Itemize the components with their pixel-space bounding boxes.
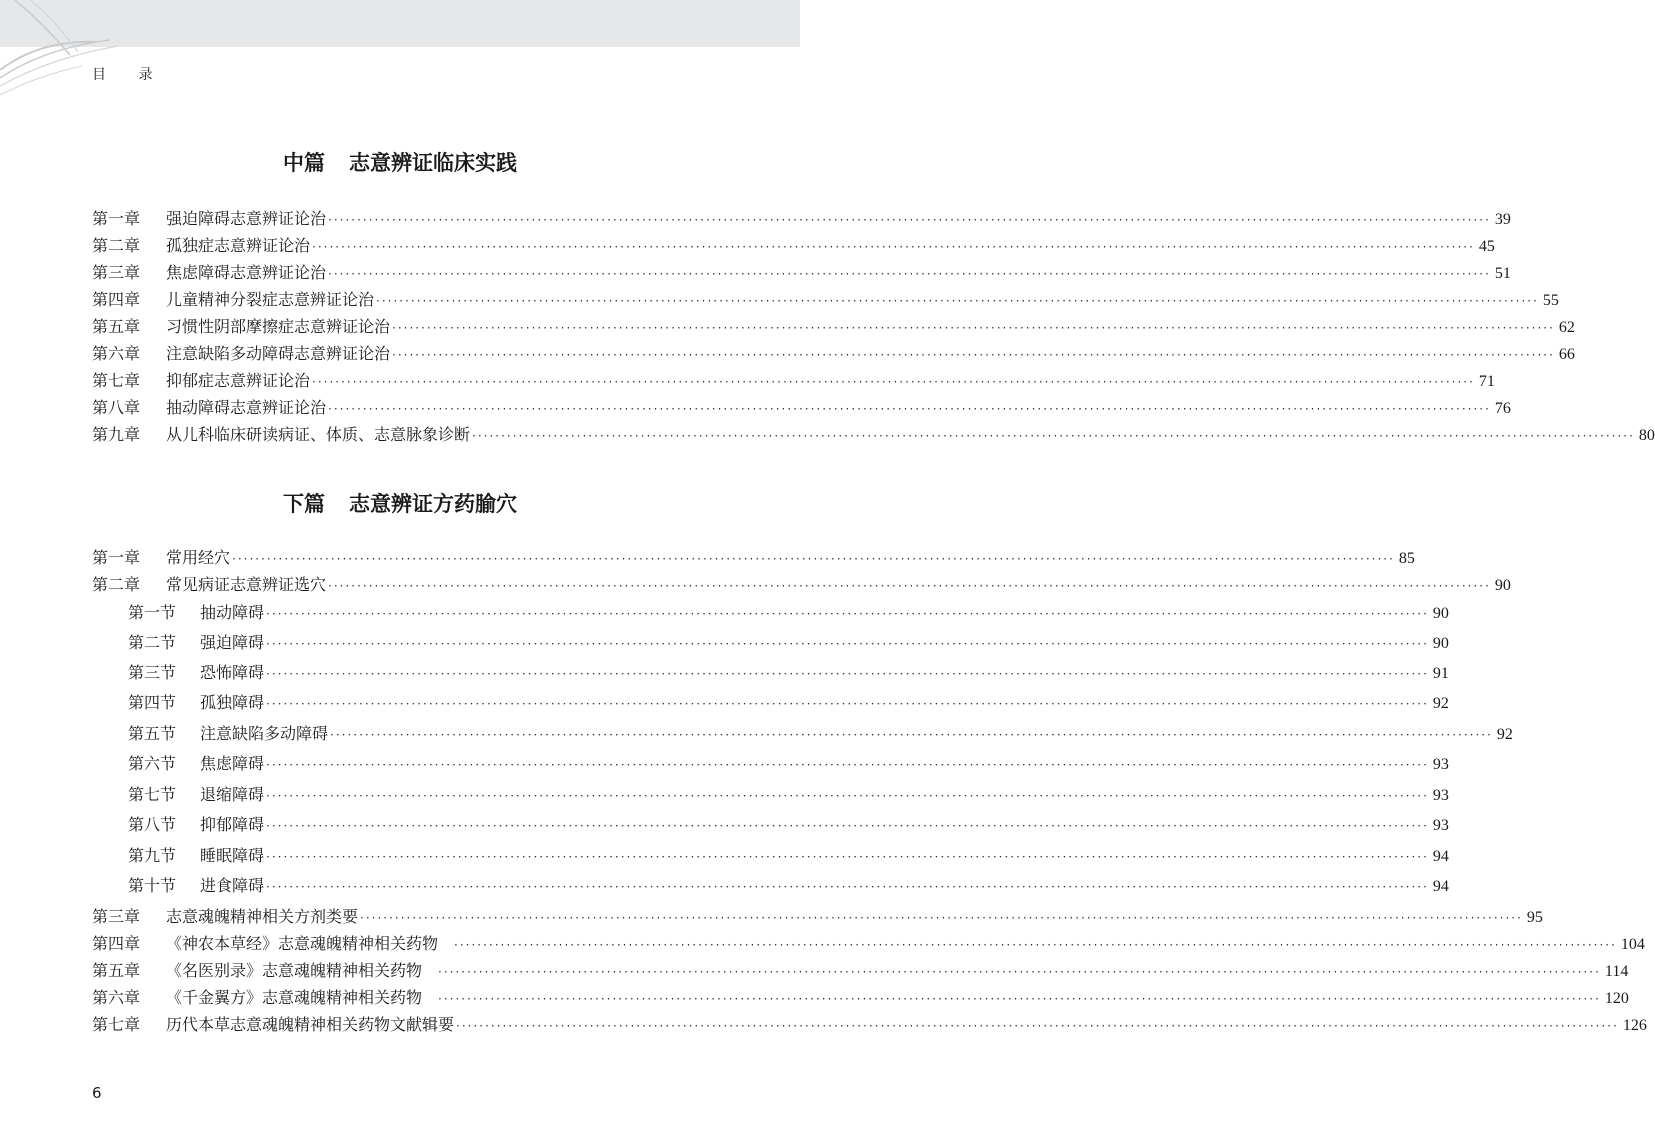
page-ref: 94 — [1432, 848, 1449, 865]
dot-leader: ········································································································································································································ — [328, 213, 1491, 227]
chapter-title: 孤独症志意辨证论治 — [166, 236, 311, 255]
page-ref: 62 — [1558, 319, 1575, 336]
page-ref: 104 — [1620, 936, 1645, 953]
page-ref: 39 — [1494, 211, 1511, 228]
page-ref: 85 — [1398, 550, 1415, 567]
dot-leader: ········································································································································································································ — [266, 850, 1429, 864]
section-number: 第九节 — [128, 846, 177, 865]
dot-leader: ········································································································································································································ — [330, 728, 1493, 742]
toc-entry[interactable] — [92, 907, 1543, 927]
page-ref: 90 — [1432, 605, 1449, 622]
dot-leader: ········································································································································································································ — [266, 607, 1429, 621]
toc-entry[interactable] — [92, 1015, 1647, 1035]
page-ref: 93 — [1432, 756, 1449, 773]
chapter-number: 第七章 — [92, 371, 141, 390]
dot-leader: ········································································································································································································ — [266, 758, 1429, 772]
toc-entry[interactable] — [92, 575, 1511, 595]
toc-entry[interactable] — [92, 961, 1629, 981]
dot-leader: ········································································································································································································ — [266, 880, 1429, 894]
page-ref: 94 — [1432, 878, 1449, 895]
page-ref: 114 — [1604, 963, 1629, 980]
page-ref: 90 — [1494, 577, 1511, 594]
chapter-number: 第九章 — [92, 425, 141, 444]
dot-leader: ········································································································································································································ — [438, 992, 1601, 1006]
chapter-number: 第一章 — [92, 209, 141, 228]
section-title: 退缩障碍 — [200, 785, 265, 804]
chapter-number: 第三章 — [92, 263, 141, 282]
page-ref: 90 — [1432, 635, 1449, 652]
chapter-title: 抑郁症志意辨证论治 — [166, 371, 311, 390]
chapter-title: 习惯性阴部摩擦症志意辨证论治 — [166, 317, 391, 336]
page-ref: 71 — [1478, 373, 1495, 390]
page-ref: 91 — [1432, 665, 1449, 682]
section-number: 第五节 — [128, 724, 177, 743]
chapter-number: 第六章 — [92, 344, 141, 363]
dot-leader: ········································································································································································································ — [328, 267, 1491, 281]
dot-leader: ········································································································································································································ — [454, 938, 1617, 952]
chapter-number: 第二章 — [92, 236, 141, 255]
chapter-title: 强迫障碍志意辨证论治 — [166, 209, 327, 228]
page-ref: 92 — [1432, 695, 1449, 712]
page-ref: 51 — [1494, 265, 1511, 282]
section-title: 强迫障碍 — [200, 633, 265, 652]
toc-entry[interactable] — [92, 988, 1629, 1008]
part-middle-title: 志意辨证临床实践 — [349, 150, 517, 175]
toc-entry[interactable] — [92, 371, 1495, 391]
toc-section-entry[interactable] — [128, 603, 1449, 623]
page-ref: 76 — [1494, 400, 1511, 417]
toc-section-entry[interactable] — [128, 663, 1449, 683]
section-number: 第三节 — [128, 663, 177, 682]
dot-leader: ········································································································································································································ — [266, 819, 1429, 833]
section-title: 焦虑障碍 — [200, 754, 265, 773]
toc-entry[interactable] — [92, 548, 1415, 568]
dot-leader: ········································································································································································································ — [328, 579, 1491, 593]
page-ref: 126 — [1622, 1017, 1647, 1034]
dot-leader: ········································································································································································································ — [312, 375, 1475, 389]
dot-leader: ········································································································································································································ — [438, 965, 1601, 979]
chapter-title: 历代本草志意魂魄精神相关药物文献辑要 — [166, 1015, 455, 1034]
chapter-title: 焦虑障碍志意辨证论治 — [166, 263, 327, 282]
section-title: 孤独障碍 — [200, 693, 265, 712]
chapter-title: 从儿科临床研读病证、体质、志意脉象诊断 — [166, 425, 471, 444]
section-label: 目 录 — [92, 67, 167, 83]
toc-entry[interactable] — [92, 425, 1655, 445]
dot-leader: ········································································································································································································ — [328, 402, 1491, 416]
page-ref: 95 — [1526, 909, 1543, 926]
section-title: 抽动障碍 — [200, 603, 265, 622]
toc-section-entry[interactable] — [128, 633, 1449, 653]
chapter-title: 志意魂魄精神相关方剂类要 — [166, 907, 359, 926]
chapter-title: 《名医别录》志意魂魄精神相关药物 — [166, 961, 423, 980]
section-title: 恐怖障碍 — [200, 663, 265, 682]
page-ref: 66 — [1558, 346, 1575, 363]
toc-entry[interactable] — [92, 290, 1559, 310]
page-ref: 80 — [1638, 427, 1655, 444]
toc-entry[interactable] — [92, 263, 1511, 283]
section-number: 第七节 — [128, 785, 177, 804]
page-ref: 92 — [1496, 726, 1513, 743]
chapter-title: 常见病证志意辨证选穴 — [166, 575, 327, 594]
page-ref: 45 — [1478, 238, 1495, 255]
section-number: 第四节 — [128, 693, 177, 712]
part-lower-title: 志意辨证方药腧穴 — [349, 491, 517, 516]
chapter-number: 第四章 — [92, 290, 141, 309]
page-ref: 120 — [1604, 990, 1629, 1007]
section-number: 第二节 — [128, 633, 177, 652]
chapter-number: 第五章 — [92, 317, 141, 336]
dot-leader: ········································································································································································································ — [456, 1019, 1619, 1033]
chapter-number: 第二章 — [92, 575, 141, 594]
section-number: 第十节 — [128, 876, 177, 895]
chapter-number: 第七章 — [92, 1015, 141, 1034]
toc-section-entry[interactable] — [128, 693, 1449, 713]
page-ref: 93 — [1432, 817, 1449, 834]
dot-leader: ········································································································································································································ — [266, 637, 1429, 651]
toc-entry[interactable] — [92, 236, 1495, 256]
dot-leader: ········································································································································································································ — [360, 911, 1523, 925]
toc-section-entry[interactable] — [128, 724, 1513, 744]
section-number: 第八节 — [128, 815, 177, 834]
toc-section-entry[interactable] — [128, 876, 1449, 896]
toc-section-entry[interactable] — [128, 785, 1449, 805]
section-number: 第六节 — [128, 754, 177, 773]
part-lower-label: 下篇 — [283, 491, 325, 516]
section-title: 注意缺陷多动障碍 — [200, 724, 329, 743]
chapter-title: 常用经穴 — [166, 548, 231, 567]
toc-entry[interactable] — [92, 317, 1575, 337]
chapter-number: 第八章 — [92, 398, 141, 417]
toc-section-entry[interactable] — [128, 815, 1449, 835]
chapter-title: 儿童精神分裂症志意辨证论治 — [166, 290, 375, 309]
section-title: 睡眠障碍 — [200, 846, 265, 865]
dot-leader: ········································································································································································································ — [266, 667, 1429, 681]
chapter-title: 抽动障碍志意辨证论治 — [166, 398, 327, 417]
section-title: 进食障碍 — [200, 876, 265, 895]
toc-section-entry[interactable] — [128, 846, 1449, 866]
toc-entry[interactable] — [92, 209, 1511, 229]
chapter-number: 第三章 — [92, 907, 141, 926]
page-ref: 93 — [1432, 787, 1449, 804]
toc-section-entry[interactable] — [128, 754, 1449, 774]
toc-entry[interactable] — [92, 398, 1511, 418]
page-ref: 55 — [1542, 292, 1559, 309]
chapter-title: 《神农本草经》志意魂魄精神相关药物 — [166, 934, 439, 953]
footer-page-number: 6 — [92, 1084, 102, 1102]
dot-leader: ········································································································································································································ — [232, 552, 1395, 566]
part-middle-label: 中篇 — [283, 150, 325, 175]
dot-leader: ········································································································································································································ — [472, 429, 1635, 443]
dot-leader: ········································································································································································································ — [392, 348, 1555, 362]
dot-leader: ········································································································································································································ — [312, 240, 1475, 254]
section-number: 第一节 — [128, 603, 177, 622]
toc-entry[interactable] — [92, 344, 1575, 364]
chapter-title: 注意缺陷多动障碍志意辨证论治 — [166, 344, 391, 363]
chapter-number: 第五章 — [92, 961, 141, 980]
dot-leader: ········································································································································································································ — [266, 789, 1429, 803]
chapter-number: 第四章 — [92, 934, 141, 953]
section-title: 抑郁障碍 — [200, 815, 265, 834]
toc-entry[interactable] — [92, 934, 1645, 954]
dot-leader: ········································································································································································································ — [376, 294, 1539, 308]
chapter-title: 《千金翼方》志意魂魄精神相关药物 — [166, 988, 423, 1007]
chapter-number: 第一章 — [92, 548, 141, 567]
dot-leader: ········································································································································································································ — [266, 697, 1429, 711]
dot-leader: ········································································································································································································ — [392, 321, 1555, 335]
chapter-number: 第六章 — [92, 988, 141, 1007]
